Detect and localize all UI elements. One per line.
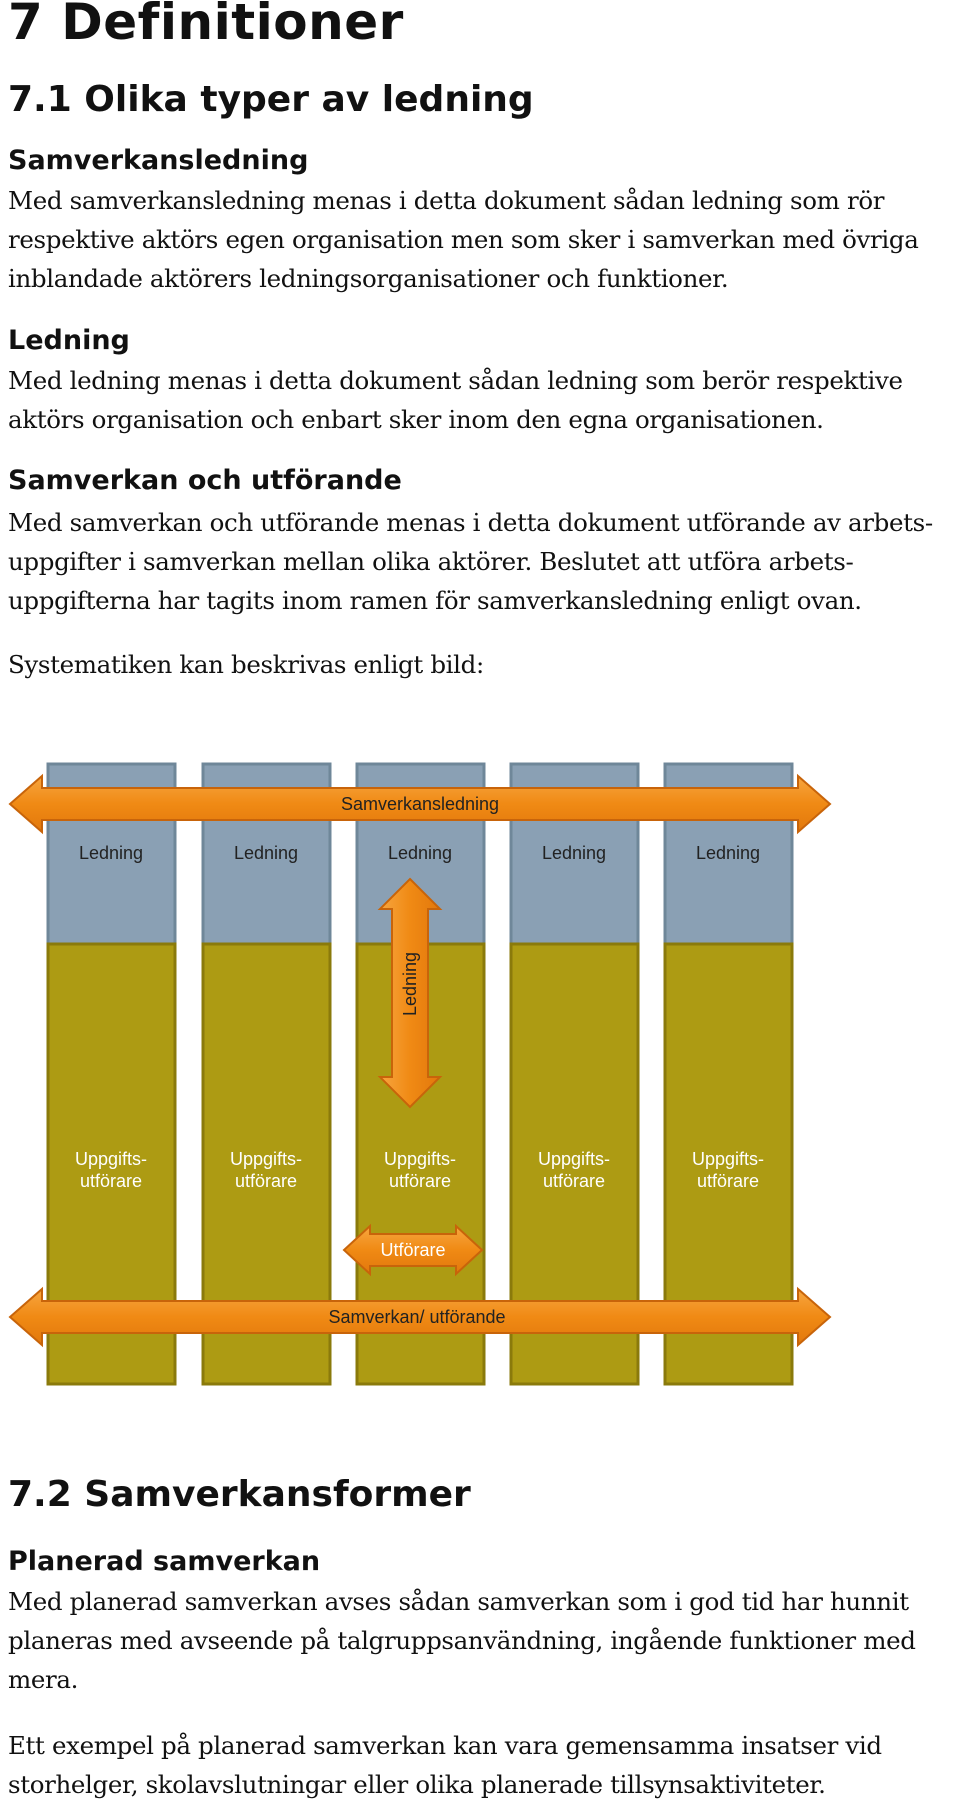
- term-heading-ledning: Ledning: [8, 325, 130, 356]
- term-definition-ledning: [8, 361, 956, 439]
- column-utforare-label-line2: utförare: [234, 1171, 298, 1191]
- column-ledning-label: Ledning: [78, 843, 144, 863]
- diagram-intro: [8, 645, 956, 684]
- section-heading-7-2: 7.2 Samverkansformer: [8, 1474, 471, 1515]
- text-line: respektive aktörs egen organisation men som sker i samverkan med övriga: [8, 225, 919, 254]
- text-line: inblandade aktörers ledningsorganisationer och funktioner.: [8, 264, 729, 293]
- text-line: mera.: [8, 1665, 79, 1694]
- column-utforare-label-line1: Uppgifts-: [229, 1149, 303, 1169]
- samverkan-utforande-arrow-label: Samverkan/ utförande: [328, 1307, 506, 1327]
- section-heading-7-1: 7.1 Olika typer av ledning: [8, 79, 534, 120]
- column-ledning-label: Ledning: [541, 843, 607, 863]
- column-ledning-label: Ledning: [233, 843, 299, 863]
- utforare-arrow-label: Utförare: [380, 1240, 446, 1260]
- ledning-vertical-arrow-label: Ledning: [400, 951, 420, 1017]
- column-ledning-label: Ledning: [695, 843, 761, 863]
- term-heading-planerad-samverkan: Planerad samverkan: [8, 1546, 321, 1577]
- term-definition-samverkansledning: [8, 181, 956, 298]
- text-line: planeras med avseende på talgruppsanvändning, ingående funktioner med: [8, 1626, 916, 1655]
- chapter-heading: 7 Definitioner: [8, 0, 404, 51]
- text-line: aktörs organisation och enbart sker inom den egna organisationen.: [8, 405, 824, 434]
- column-ledning-label: Ledning: [387, 843, 453, 863]
- column-utforare-label-line1: Uppgifts-: [691, 1149, 765, 1169]
- column-utforare-label-line2: utförare: [79, 1171, 143, 1191]
- text-line: Ett exempel på planerad samverkan kan vara gemensamma insatser vid: [8, 1731, 882, 1760]
- planerad-samverkan-example: [8, 1726, 956, 1804]
- term-definition-samverkan-och-utforande: [8, 503, 956, 620]
- text-line: Med samverkan och utförande menas i detta dokument utförande av arbets-: [8, 508, 933, 537]
- text-line: Med ledning menas i detta dokument sådan ledning som berör respektive: [8, 366, 903, 395]
- samverkansledning-arrow-label: Samverkansledning: [340, 794, 500, 814]
- text-line: Med planerad samverkan avses sådan samverkan som i god tid har hunnit: [8, 1587, 909, 1616]
- text-line: storhelger, skolavslutningar eller olika planerade tillsynsaktiviteter.: [8, 1770, 826, 1799]
- planerad-samverkan-definition: [8, 1582, 956, 1699]
- column-utforare-label-line1: Uppgifts-: [74, 1149, 148, 1169]
- column-utforare-label-line2: utförare: [388, 1171, 452, 1191]
- term-heading-samverkan-och-utforande: Samverkan och utförande: [8, 465, 402, 496]
- text-line: uppgifterna har tagits inom ramen för samverkansledning enligt ovan.: [8, 586, 862, 615]
- column-utforare-label-line2: utförare: [542, 1171, 606, 1191]
- column-utforare-label-line1: Uppgifts-: [537, 1149, 611, 1169]
- column-utforare-label-line1: Uppgifts-: [383, 1149, 457, 1169]
- text-line: uppgifter i samverkan mellan olika aktörer. Beslutet att utföra arbets-: [8, 547, 854, 576]
- column-utforare-label-line2: utförare: [696, 1171, 760, 1191]
- text-line: Systematiken kan beskrivas enligt bild:: [8, 650, 484, 679]
- systematics-diagram: [0, 756, 840, 1406]
- text-line: Med samverkansledning menas i detta dokument sådan ledning som rör: [8, 186, 885, 215]
- term-heading-samverkansledning: Samverkansledning: [8, 145, 309, 176]
